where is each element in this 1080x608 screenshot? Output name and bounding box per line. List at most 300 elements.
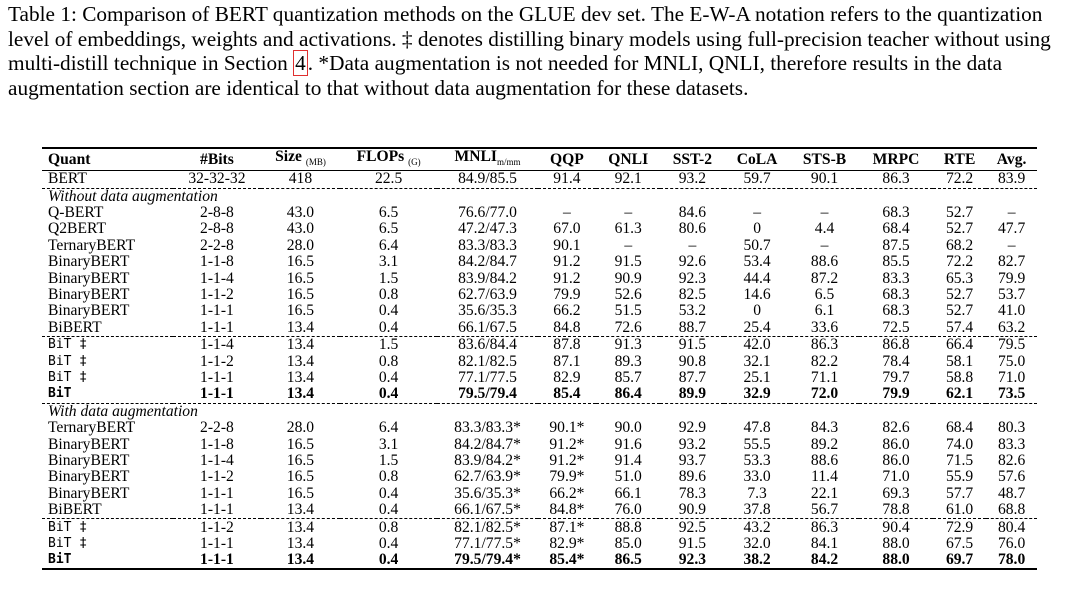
table-row — [42, 453, 1037, 469]
table-cell: – — [820, 204, 829, 222]
table-cell: 67.0 — [553, 220, 581, 238]
table-cell: 74.0 — [945, 435, 974, 453]
table-cell: 91.4 — [553, 170, 581, 188]
table-cell: 1-1-4 — [173, 337, 261, 354]
table-row — [42, 370, 1037, 386]
table-cell: 78.8 — [882, 501, 910, 519]
table-cell: 0.8 — [378, 352, 399, 370]
table-cell: 53.3 — [743, 451, 771, 469]
table-cell: 35.6/35.3 — [458, 302, 517, 320]
table-row — [42, 337, 1037, 354]
table-cell: 2-8-8 — [200, 220, 234, 238]
table-cell: 68.4 — [945, 419, 974, 437]
table-cell: 76.6/77.0 — [458, 204, 517, 222]
table-cell: 86.0 — [882, 435, 910, 453]
table-cell: 91.2 — [553, 253, 581, 271]
table-cell: 32.0 — [743, 534, 771, 552]
table-cell: 72.5 — [882, 318, 910, 336]
table-cell: 91.2* — [549, 435, 585, 453]
table-cell: 71.0 — [882, 468, 910, 486]
table-cell: – — [753, 204, 761, 222]
table-cell: 52.6 — [614, 286, 642, 304]
table-cell: 77.1/77.5* — [454, 534, 521, 552]
table-row — [42, 238, 1037, 254]
table-cell: 87.1 — [553, 352, 581, 370]
table-cell: 7.3 — [747, 484, 767, 502]
row-label: BinaryBERT — [48, 286, 130, 304]
row-label: BinaryBERT — [48, 269, 130, 287]
table-cell: 89.6 — [678, 468, 707, 486]
row-label: BinaryBERT — [48, 451, 130, 469]
row-label: BiBERT — [48, 318, 102, 336]
table-cell: 84.8 — [553, 318, 581, 336]
table-row — [42, 420, 1037, 436]
table-cell: 68.3 — [882, 286, 910, 304]
table-cell: 79.7 — [882, 368, 910, 386]
table-cell: – — [820, 236, 829, 254]
row-label: BiT ‡ — [48, 535, 88, 551]
table-cell: 41.0 — [997, 302, 1026, 320]
table-cell: – — [688, 236, 697, 254]
col-mnli: $MNLI_{m/mm}$ — [437, 148, 538, 171]
col-size: Size $_{(MB)}$ — [261, 148, 340, 171]
table-cell: 86.0 — [882, 451, 910, 469]
section-reference-link[interactable]: 4 — [295, 51, 306, 76]
table-cell: 90.8 — [678, 352, 707, 370]
table-cell: 57.4 — [945, 318, 974, 336]
table-cell: 72.2 — [945, 170, 974, 188]
table-cell: – — [563, 204, 571, 222]
table-cell: 6.5 — [378, 204, 399, 222]
table-row — [42, 320, 1037, 337]
table-cell: 13.4 — [286, 318, 315, 336]
table-cell: 84.2/84.7 — [458, 253, 517, 271]
table-cell: 53.7 — [997, 286, 1026, 304]
row-label: BiT — [48, 386, 72, 402]
table-cell: 1-1-4 — [200, 269, 234, 287]
table-cell: 16.5 — [286, 435, 315, 453]
table-cell: 52.7 — [945, 302, 974, 320]
table-cell: 91.5 — [614, 253, 642, 271]
table-cell: 85.0 — [614, 534, 642, 552]
table-cell: 52.7 — [945, 286, 974, 304]
table-cell: 88.0 — [859, 552, 933, 569]
table-cell: 90.9 — [678, 501, 707, 519]
table-cell: 87.5 — [882, 236, 910, 254]
row-label: Q-BERT — [48, 204, 104, 222]
table-row — [42, 552, 1037, 569]
table-cell: 88.0 — [882, 534, 910, 552]
table-row — [42, 353, 1037, 369]
table-row — [42, 254, 1037, 270]
table-cell: 53.4 — [743, 253, 771, 271]
table-row — [42, 536, 1037, 552]
table-row — [42, 287, 1037, 303]
table-cell: 1-1-1 — [200, 534, 234, 552]
table-cell: 66.1 — [614, 484, 642, 502]
table-cell: 16.5 — [286, 286, 315, 304]
table-cell: 55.9 — [945, 468, 974, 486]
row-label: BiT — [42, 552, 173, 569]
section-header-row — [42, 403, 1037, 420]
table-cell: 0.4 — [378, 302, 399, 320]
table-cell: 1-1-8 — [200, 435, 234, 453]
table-cell: 6.1 — [814, 302, 835, 320]
table-cell: 32-32-32 — [188, 170, 246, 188]
table-cell: 71.5 — [945, 451, 974, 469]
table-cell: 91.5 — [660, 337, 724, 354]
table-cell: 61.0 — [945, 501, 974, 519]
row-label: BiT ‡ — [48, 353, 88, 369]
table-cell: 22.1 — [810, 484, 839, 502]
table-cell: 87.1* — [538, 519, 596, 536]
table-cell: 72.6 — [614, 318, 642, 336]
table-cell: 62.7/63.9 — [458, 286, 517, 304]
table-cell: 92.3 — [678, 269, 707, 287]
table-cell: 83.3/83.3 — [458, 236, 517, 254]
table-cell: 91.2 — [553, 269, 581, 287]
table-cell: 93.2 — [678, 170, 707, 188]
col-qqp: QQP — [538, 148, 596, 171]
table-cell: 58.8 — [945, 368, 974, 386]
table-cell: 32.1 — [743, 352, 771, 370]
table-cell: 13.4 — [286, 385, 315, 403]
table-cell: 79.5 — [986, 337, 1037, 354]
table-cell: 1-1-2 — [200, 352, 234, 370]
table-cell: 72.0 — [810, 385, 839, 403]
col-sst2: SST-2 — [660, 148, 724, 171]
table-cell: 80.3 — [997, 419, 1026, 437]
table-cell: 83.9/84.2 — [458, 269, 517, 287]
row-label: TernaryBERT — [48, 236, 136, 254]
table-cell: 77.1/77.5 — [458, 368, 517, 386]
table-cell: 90.1 — [810, 170, 839, 188]
section-label: Without data augmentation — [42, 188, 1037, 205]
table-cell: 65.3 — [945, 269, 974, 287]
table-cell: 37.8 — [743, 501, 771, 519]
table-cell: 48.7 — [997, 484, 1026, 502]
table-cell: 33.0 — [743, 468, 771, 486]
table-cell: 76.0 — [997, 534, 1026, 552]
table-cell: 69.3 — [882, 484, 910, 502]
caption-text-2: . *Data augmentation is not needed for MNLI, QNLI, therefore results in the data augmentation section are identical to that without data augmentation for these datasets. — [8, 51, 1003, 100]
table-row — [42, 303, 1037, 319]
table-cell: 1-1-4 — [200, 451, 234, 469]
table-cell: 92.5 — [660, 519, 724, 536]
table-cell: 83.3 — [882, 269, 910, 287]
table-cell: 13.4 — [261, 519, 340, 536]
table-cell: 59.7 — [743, 170, 771, 188]
table-cell: 47.2/47.3 — [458, 220, 517, 238]
row-label: Q2BERT — [48, 220, 106, 238]
table-cell: 28.0 — [286, 419, 315, 437]
table-cell: 71.1 — [810, 368, 839, 386]
table-cell: 88.8 — [596, 519, 661, 536]
table-caption — [8, 2, 1074, 100]
table-cell: 92.3 — [660, 552, 724, 569]
table-cell: 1-1-1 — [200, 318, 234, 336]
table-cell: 1-1-2 — [200, 286, 234, 304]
row-label: BinaryBERT — [48, 435, 130, 453]
table-cell: 0.8 — [378, 286, 399, 304]
table-cell: 85.4* — [538, 552, 596, 569]
table-row — [42, 171, 1037, 188]
table-cell: – — [1007, 236, 1016, 254]
table-cell: 35.6/35.3* — [454, 484, 521, 502]
table-cell: 43.2 — [724, 519, 790, 536]
table-cell: 25.4 — [743, 318, 771, 336]
table-cell: 90.9 — [614, 269, 642, 287]
table-cell: 11.4 — [811, 468, 838, 486]
table-row — [42, 436, 1037, 452]
table-cell: 85.4 — [553, 385, 581, 403]
table-cell: 28.0 — [286, 236, 315, 254]
table-row — [42, 205, 1037, 221]
section-label: With data augmentation — [42, 403, 1037, 420]
table-cell: 61.3 — [614, 220, 642, 238]
table-cell: – — [624, 204, 633, 222]
table-cell: 86.3 — [790, 337, 859, 354]
table-cell: 1-1-1 — [200, 368, 234, 386]
row-label: BiT ‡ — [42, 337, 173, 354]
table-cell: 84.1 — [810, 534, 839, 552]
table-cell: 93.2 — [678, 435, 707, 453]
table-cell: 84.9/85.5 — [458, 170, 517, 188]
table-cell: 51.0 — [614, 468, 642, 486]
table-cell: 71.0 — [997, 368, 1026, 386]
table-cell: 91.3 — [596, 337, 661, 354]
table-cell: 92.9 — [678, 419, 707, 437]
col-bits: #Bits — [173, 148, 261, 171]
table-cell: 82.1/82.5* — [437, 519, 538, 536]
table-cell: 16.5 — [286, 484, 315, 502]
table-cell: 55.5 — [743, 435, 771, 453]
table-cell: 84.6 — [678, 204, 707, 222]
table-cell: 62.1 — [945, 385, 974, 403]
table-cell: 92.6 — [678, 253, 707, 271]
table-cell: 89.3 — [614, 352, 642, 370]
table-cell: 82.7 — [997, 253, 1026, 271]
table-cell: 0.4 — [378, 368, 399, 386]
table-cell: 80.4 — [986, 519, 1037, 536]
table-cell: 86.4 — [614, 385, 642, 403]
table-cell: 1-1-1 — [173, 552, 261, 569]
table-cell: 1.5 — [378, 451, 399, 469]
table-cell: 86.8 — [859, 337, 933, 354]
table-cell: 0.4 — [340, 552, 437, 569]
col-stsb: STS-B — [790, 148, 859, 171]
row-label: BinaryBERT — [48, 468, 130, 486]
table-cell: 68.2 — [945, 236, 974, 254]
row-label: TernaryBERT — [48, 419, 136, 437]
table-cell: 0 — [753, 220, 761, 238]
row-label: BinaryBERT — [48, 484, 130, 502]
table-cell: 82.9* — [549, 534, 585, 552]
table-cell: 47.7 — [997, 220, 1026, 238]
section-header-row — [42, 188, 1037, 205]
table-cell: 52.7 — [945, 220, 974, 238]
table-cell: 78.4 — [882, 352, 910, 370]
row-label: BERT — [48, 170, 87, 188]
table-cell: 1.5 — [340, 337, 437, 354]
table-cell: 91.2* — [549, 451, 585, 469]
table-cell: 1-1-1 — [200, 302, 234, 320]
table-cell: 83.6/84.4 — [437, 337, 538, 354]
table-cell: 1-1-1 — [200, 501, 234, 519]
table-cell: 2-8-8 — [200, 204, 234, 222]
table-cell: 13.4 — [286, 501, 315, 519]
table-cell: 3.1 — [378, 253, 399, 271]
table-cell: 53.2 — [678, 302, 707, 320]
table-row — [42, 519, 1037, 536]
col-cola: CoLA — [724, 148, 790, 171]
table-cell: 22.5 — [374, 170, 403, 188]
table-cell: 85.5 — [882, 253, 910, 271]
table-cell: 16.5 — [286, 302, 315, 320]
table-cell: 78.3 — [678, 484, 707, 502]
table-cell: 88.7 — [678, 318, 707, 336]
table-cell: 38.2 — [724, 552, 790, 569]
table-cell: 88.6 — [810, 451, 839, 469]
table-cell: 13.4 — [261, 337, 340, 354]
table-cell: 72.2 — [945, 253, 974, 271]
table-cell: 84.2/84.7* — [454, 435, 521, 453]
row-label: BiT ‡ — [48, 369, 88, 385]
table-cell: 4.4 — [814, 220, 835, 238]
table-cell: 32.9 — [743, 385, 771, 403]
table-cell: 84.2 — [790, 552, 859, 569]
table-row — [42, 270, 1037, 286]
table-cell: 90.1 — [553, 236, 581, 254]
table-cell: 66.2* — [549, 484, 585, 502]
table-cell: 82.1/82.5 — [458, 352, 517, 370]
table-cell: 52.7 — [945, 204, 974, 222]
table-cell: 50.7 — [743, 236, 771, 254]
table-cell: 87.2 — [810, 269, 839, 287]
table-cell: 87.7 — [678, 368, 707, 386]
table-cell: 72.9 — [933, 519, 986, 536]
table-cell: 83.3 — [997, 435, 1026, 453]
table-cell: 91.6 — [614, 435, 642, 453]
table-cell: 76.0 — [614, 501, 642, 519]
table-cell: 43.0 — [286, 220, 315, 238]
table-row — [42, 386, 1037, 403]
row-label: BinaryBERT — [48, 302, 130, 320]
table-cell: 1-1-2 — [173, 519, 261, 536]
table-cell: 13.4 — [286, 368, 315, 386]
table-cell: 86.3 — [882, 170, 910, 188]
table-cell: 86.5 — [596, 552, 661, 569]
table-cell: 418 — [288, 170, 313, 188]
table-row — [42, 502, 1037, 519]
table-cell: 33.6 — [810, 318, 839, 336]
table-cell: 69.7 — [933, 552, 986, 569]
table-cell: 2-2-8 — [200, 419, 234, 437]
table-cell: 0.4 — [378, 385, 399, 403]
table-cell: 79.5/79.4 — [458, 385, 517, 403]
table-cell: 51.5 — [614, 302, 642, 320]
table-cell: 56.7 — [810, 501, 839, 519]
table-cell: 43.0 — [286, 204, 315, 222]
table-cell: 57.7 — [945, 484, 974, 502]
col-avg: Avg. — [986, 148, 1037, 171]
table-cell: 6.5 — [378, 220, 399, 238]
table-cell: 68.3 — [882, 204, 910, 222]
table-cell: 82.6 — [997, 451, 1026, 469]
table-row — [42, 486, 1037, 502]
col-flops: FLOPs $_{(G)}$ — [340, 148, 437, 171]
table-cell: 13.4 — [261, 552, 340, 569]
table-cell: 13.4 — [286, 534, 315, 552]
table-cell: 89.2 — [810, 435, 839, 453]
table-cell: 57.6 — [997, 468, 1026, 486]
col-rte: RTE — [933, 148, 986, 171]
table-cell: 62.7/63.9* — [454, 468, 521, 486]
table-cell: – — [624, 236, 633, 254]
table-cell: 88.6 — [810, 253, 839, 271]
table-cell: 0.4 — [378, 501, 399, 519]
table-cell: 79.9 — [882, 385, 910, 403]
table-cell: 87.8 — [538, 337, 596, 354]
table-cell: 13.4 — [286, 352, 315, 370]
col-quant: Quant — [42, 148, 173, 171]
table-cell: 0.4 — [378, 484, 399, 502]
table-cell: 14.6 — [743, 286, 771, 304]
table-cell: 68.3 — [882, 302, 910, 320]
table-cell: 79.5/79.4* — [437, 552, 538, 569]
table-cell: 84.3 — [810, 419, 839, 437]
table-cell: 42.0 — [724, 337, 790, 354]
table-cell: 0.8 — [340, 519, 437, 536]
table-cell: 84.8* — [549, 501, 585, 519]
table-cell: 44.4 — [743, 269, 771, 287]
table-cell: 78.0 — [986, 552, 1037, 569]
col-qnli: QNLI — [596, 148, 661, 171]
table-cell: 79.9 — [997, 269, 1026, 287]
table-cell: 16.5 — [286, 451, 315, 469]
row-label: BinaryBERT — [48, 253, 130, 271]
row-label: BiT ‡ — [42, 519, 173, 536]
table-cell: 82.5 — [678, 286, 707, 304]
results-table — [42, 147, 1037, 570]
table-cell: 79.9 — [553, 286, 581, 304]
table-cell: 63.2 — [997, 318, 1026, 336]
row-label: BiBERT — [48, 501, 102, 519]
table-cell: 2-2-8 — [200, 236, 234, 254]
table-cell: 90.1* — [549, 419, 585, 437]
table-cell: 82.9 — [553, 368, 581, 386]
table-cell: 85.7 — [614, 368, 642, 386]
table-cell: 66.2 — [553, 302, 581, 320]
table-cell: 58.1 — [945, 352, 974, 370]
table-cell: 82.2 — [810, 352, 839, 370]
table-cell: 92.1 — [614, 170, 642, 188]
table-cell: 6.4 — [378, 419, 399, 437]
table-cell: 1.5 — [378, 269, 399, 287]
table-cell: 67.5 — [945, 534, 974, 552]
table-row — [42, 469, 1037, 485]
table-cell: 83.3/83.3* — [454, 419, 521, 437]
table-cell: 79.9* — [549, 468, 585, 486]
table-cell: 68.8 — [997, 501, 1026, 519]
table-cell: 6.4 — [378, 236, 399, 254]
table-cell: 3.1 — [378, 435, 399, 453]
table-cell: 66.4 — [933, 337, 986, 354]
table-cell: 83.9/84.2* — [454, 451, 521, 469]
table-cell: – — [1007, 204, 1016, 222]
table-cell: 0.4 — [378, 318, 399, 336]
table-cell: 16.5 — [286, 468, 315, 486]
